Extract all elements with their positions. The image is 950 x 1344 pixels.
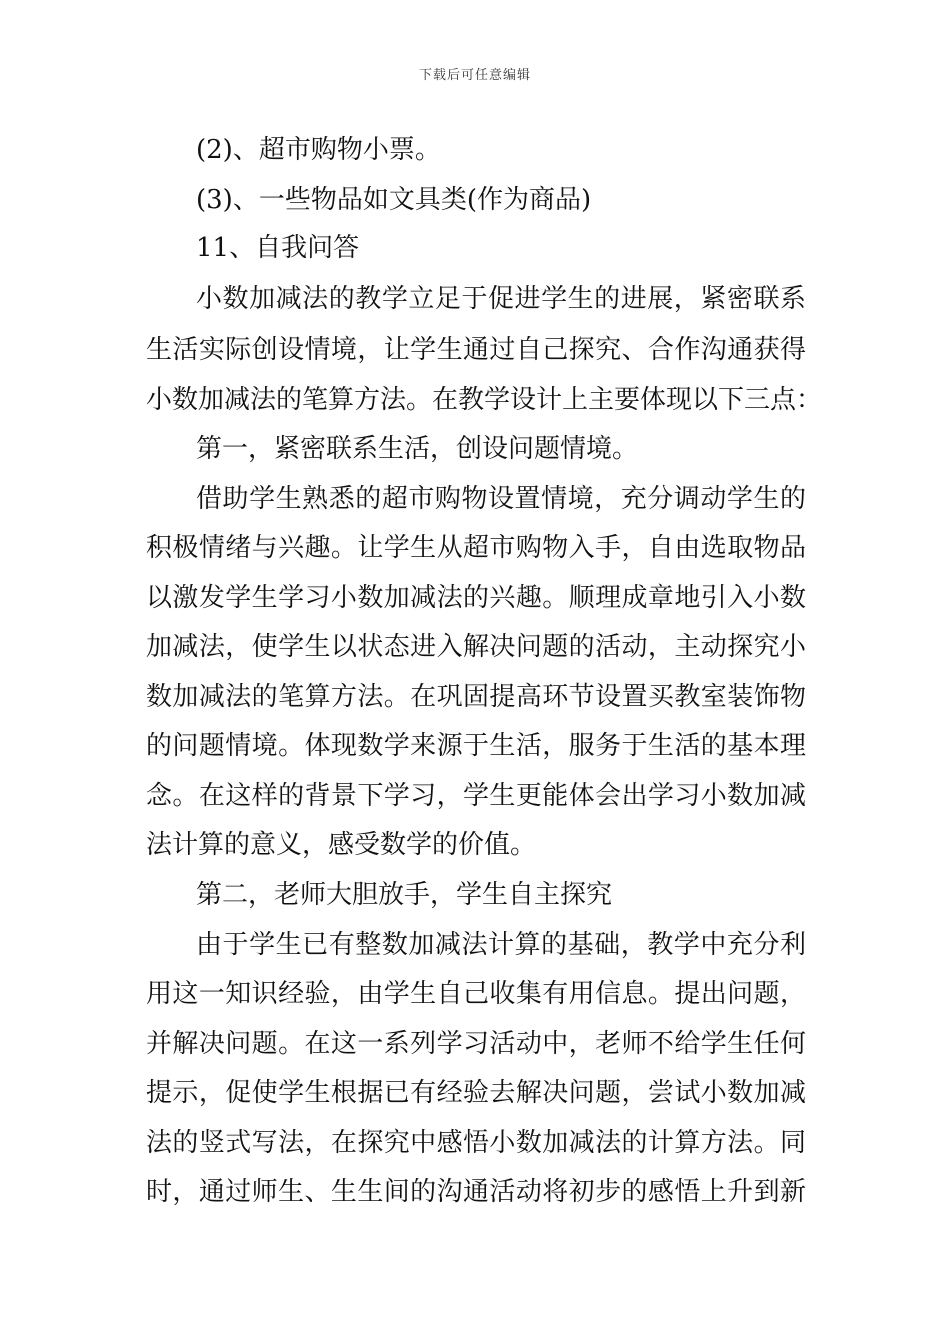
paragraph-line: 数加减法的笔算方法。在巩固提高环节设置买教室装饰物 <box>146 682 806 712</box>
list-item: (3)、一些物品如文具类(作为商品) <box>196 185 592 215</box>
paragraph-line: 提示，促使学生根据已有经验去解决问题，尝试小数加减 <box>146 1078 806 1108</box>
paragraph-line: 的问题情境。体现数学来源于生活，服务于生活的基本理 <box>146 731 806 761</box>
paragraph-line: 法的竖式写法，在探究中感悟小数加减法的计算方法。同 <box>146 1128 806 1158</box>
paragraph-line: 并解决问题。在这一系列学习活动中，老师不给学生任何 <box>146 1029 806 1059</box>
page-header: 下载后可任意编辑 <box>418 68 531 83</box>
section-heading: 第一，紧密联系生活，创设问题情境。 <box>196 434 639 464</box>
paragraph-line: 借助学生熟悉的超市购物设置情境，充分调动学生的 <box>196 484 806 514</box>
paragraph-line: 念。在这样的背景下学习，学生更能体会出学习小数加减 <box>146 781 806 811</box>
paragraph-line: 生活实际创设情境，让学生通过自己探究、合作沟通获得 <box>146 335 806 365</box>
section-heading: 11、自我问答 <box>196 233 360 263</box>
paragraph-line: 小数加减法的教学立足于促进学生的进展，紧密联系 <box>196 284 806 314</box>
paragraph-line: 加减法，使学生以状态进入解决问题的活动，主动探究小 <box>146 632 806 662</box>
paragraph-line: 由于学生已有整数加减法计算的基础，教学中充分利 <box>196 930 806 960</box>
section-heading: 第二，老师大胆放手，学生自主探究 <box>196 880 613 910</box>
list-item: (2)、超市购物小票。 <box>196 135 441 165</box>
paragraph-line: 用这一知识经验，由学生自己收集有用信息。提出问题， <box>146 979 806 1009</box>
paragraph-line: 时，通过师生、生生间的沟通活动将初步的感悟上升到新 <box>146 1177 806 1207</box>
paragraph-line: 小数加减法的笔算方法。在教学设计上主要体现以下三点： <box>146 385 823 415</box>
paragraph-line: 积极情绪与兴趣。让学生从超市购物入手，自由选取物品 <box>146 533 806 563</box>
paragraph-line: 法计算的意义，感受数学的价值。 <box>146 830 537 860</box>
paragraph-line: 以激发学生学习小数加减法的兴趣。顺理成章地引入小数 <box>146 583 806 613</box>
